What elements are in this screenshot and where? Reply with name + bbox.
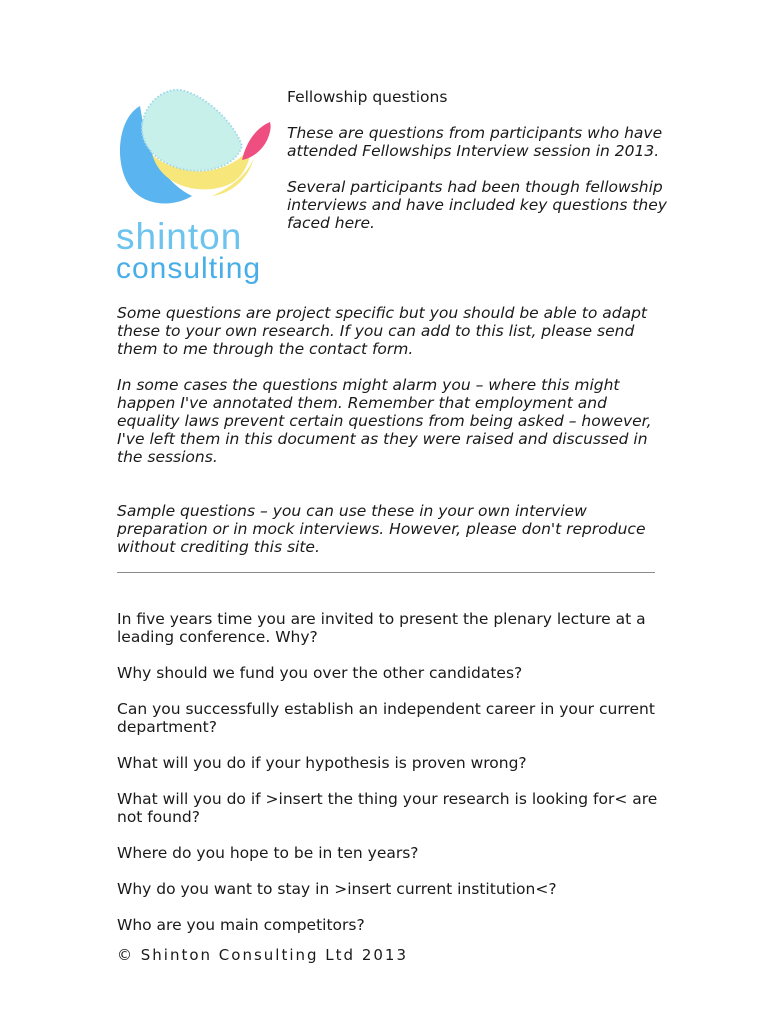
intro-paragraph: Several participants had been though fellowship interviews and have included key questions they faced here. [287,178,667,232]
copyright-footer: © Shinton Consulting Ltd 2013 [117,946,408,964]
logo-word-consulting: consulting [116,252,262,285]
question-list [117,610,662,952]
intro-block [287,88,667,232]
intro-paragraph: These are questions from participants who have attended Fellowships Interview session in 2013. [287,124,663,160]
divider [117,572,655,573]
list-item: Why do you want to stay in >insert current institution<? [117,880,557,898]
logo-word-shinton: shinton [116,216,243,257]
shinton-logo [112,84,284,289]
page-title: Fellowship questions [287,88,448,106]
list-item: In five years time you are invited to present the plenary lecture at a leading conference. Why? [117,610,646,646]
list-item: What will you do if >insert the thing your research is looking for< are not found? [117,790,658,826]
body-paragraph: In some cases the questions might alarm you – where this might happen I've annotated them. Remember that employment and equality laws prevent certain questions from being asked – however, I've left them in this document as they were raised and discussed in the sessions. [117,376,652,466]
list-item: Can you successfully establish an independent career in your current department? [117,700,655,736]
butterfly-logo-icon [112,84,284,219]
list-item: What will you do if your hypothesis is proven wrong? [117,754,527,772]
body-paragraph: Sample questions – you can use these in your own interview preparation or in mock interviews. However, please don't reproduce without crediting this site. [117,502,646,556]
body-paragraph: Some questions are project specific but you should be able to adapt these to your own research. If you can add to this list, please send them to me through the contact form. [117,304,647,358]
body-text [117,304,662,556]
list-item: Why should we fund you over the other candidates? [117,664,523,682]
list-item: Who are you main competitors? [117,916,365,934]
list-item: Where do you hope to be in ten years? [117,844,419,862]
